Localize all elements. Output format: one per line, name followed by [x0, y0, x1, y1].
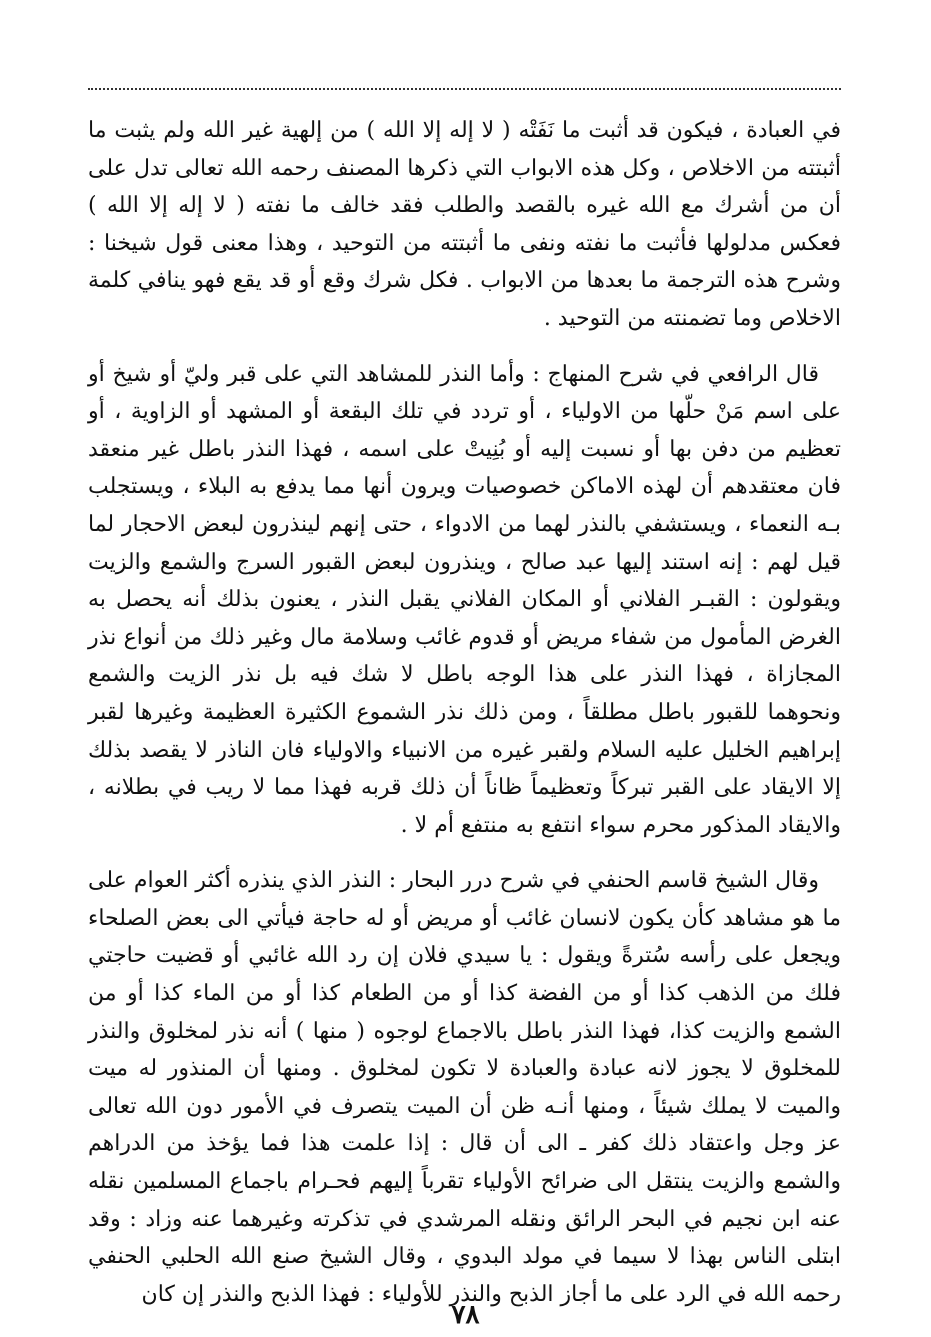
paragraph-1: في العبادة ، فيكون قد أثبت ما نَفَتْه ( لا إله إلا الله ) من إلهية غير الله ولم يثبت ما أثبتته من الاخلاص ، وكل هذه الابواب التي ذكرها المصنف رحمه الله تعالى تدل على أن من أشرك مع الله غيره بالقصد والطلب فقد خالف ما نفته ( لا إله إلا الله ) فعكس مدلولها فأثبت ما نفته ونفى ما أثبتته من التوحيد ، وهذا معنى قول شيخنا : وشرح هذه الترجمة ما بعدها من الابواب . فكل شرك وقع أو قد يقع فهو ينافي كلمة الاخلاص وما تضمنته من التوحيد .	[88, 118, 841, 331]
paragraph-2: قال الرافعي في شرح المنهاج : وأما النذر للمشاهد التي على قبر وليّ أو شيخ أو على اسم مَنْ حلّها من الاولياء ، أو تردد في تلك البقعة أو المشهد أو الزاوية ، أو تعظيم من دفن بها أو نسبت إليه أو بُنِيتْ على اسمه ، فهذا النذر باطل غير منعقد فان معتقدهم أن لهذه الاماكن خصوصيات ويرون أنها مما يدفع به البلاء ، ويستجلب بـه النعماء ، ويستشفي بالنذر لهما من الادواء ، حتى إنهم لينذرون لبعض الاحجار لما قيل لهم : إنه استند إليها عبد صالح ، وينذرون لبعض القبور السرج والشمع والزيت ويقولون : القبـر الفلاني أو المكان الفلاني يقبل النذر ، يعنون بذلك أنه يحصل به الغرض المأمول من شفاء مريض أو قدوم غائب وسلامة مال وغير ذلك من أنواع نذر المجازاة ، فهذا النذر على هذا الوجه باطل لا شك فيه بل نذر الزيت والشمع ونحوهما للقبور باطل مطلقاً ، ومن ذلك نذر الشموع الكثيرة العظيمة وغيرها لقبر إبراهيم الخليل عليه السلام ولقبر غيره من الانبياء والاولياء فان الناذر لا يقصد بذلك إلا الايقاد على القبر تبركاً وتعظيماً ظاناً أن ذلك قربه فهذا مما لا ريب في بطلانه ، والايقاد المذكور محرم سواء انتفع به منتفع أم لا .	[88, 361, 842, 838]
page-number: ٧٨	[451, 1300, 480, 1330]
header-dotted-rule	[88, 88, 841, 90]
body-text	[88, 112, 841, 1313]
paragraph-3: وقال الشيخ قاسم الحنفي في شرح درر البحار : النذر الذي ينذره أكثر العوام على ما هو مشاهد كأن يكون لانسان غائب أو مريض أو له حاجة فيأتي الى بعض الصلحاء ويجعل على رأسه سُترةً ويقول : يا سيدي فلان إن رد الله غائبي أو قضيت حاجتي فلك من الذهب كذا أو من الفضة كذا أو من الطعام كذا أو من الماء كذا أو من الشمع والزيت كذا، فهذا النذر باطل بالاجماع لوجوه ( منها ) أنه نذر لمخلوق والنذر للمخلوق لا يجوز لانه عبادة والعبادة لا تكون لمخلوق . ومنها أن المنذور له ميت والميت لا يملك شيئاً ، ومنها أنـه ظن أن الميت يتصرف في الأمور دون الله تعالى عز وجل واعتقاد ذلك كفر ـ الى أن قال : إذا علمت هذا فما يؤخذ من الدراهم والشمع والزيت ينتقل الى ضرائح الأولياء تقرباً إليهم فحـرام باجماع المسلمين نقله عنه ابن نجيم في البحر الرائق ونقله المرشدي في تذكرته وغيرهما عنه وزاد : وقد ابتلى الناس بهذا لا سيما في مولد البدوي ، وقال الشيخ صنع الله الحلبي الحنفي رحمه الله في الرد على ما أجاز الذبح والنذر للأولياء : فهذا الذبح والنذر إن كان	[88, 868, 841, 1307]
